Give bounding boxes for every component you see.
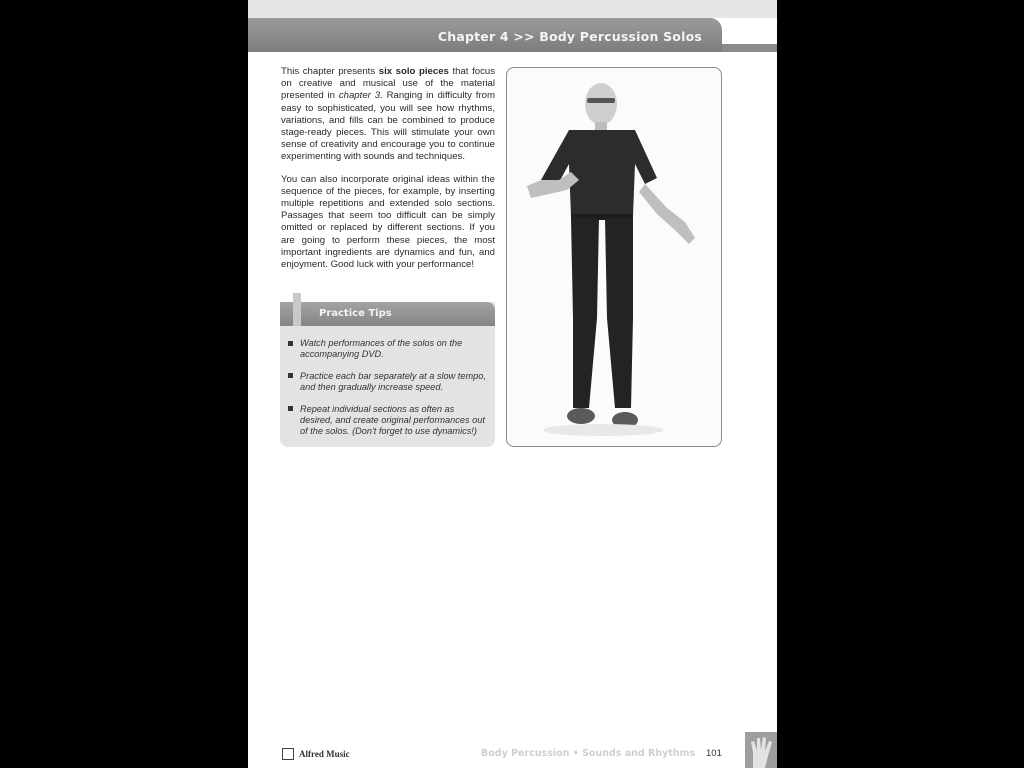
page-number: 101 bbox=[706, 748, 722, 759]
hand-icon bbox=[745, 732, 777, 768]
top-strip bbox=[248, 0, 777, 18]
practice-tips-list bbox=[288, 338, 488, 448]
intro-paragraph-1: This chapter presents six solo pieces that focus on creative and musical use of the material presented in chapter 3. Ranging in difficulty from easy to sophisticated, you will see how rhythms, variations, and fills can be combined to produce stage-ready pieces. This will stimulate your own sense of creativity and encourage you to continue experimenting with sounds and techniques. bbox=[281, 66, 496, 163]
square-bullet-icon bbox=[288, 341, 293, 346]
chapter-header bbox=[248, 18, 722, 52]
chapter-header-extension bbox=[722, 44, 777, 52]
performer-illustration bbox=[507, 68, 721, 446]
intro-paragraph-2: You can also incorporate original ideas within the sequence of the pieces, for example, by inserting multiple repetitions and extended solo sections. Passages that seem too difficult can be simply omitted or replaced by different sections. If you are going to perform these pieces, the most important ingredients are dynamics and fun, and enjoyment. Good luck with your performance! bbox=[281, 173, 495, 271]
intro-text bbox=[281, 66, 495, 281]
list-item: Practice each bar separately at a slow tempo, and then gradually increase speed. bbox=[288, 371, 488, 394]
chapter-title: Chapter 4 >> Body Percussion Solos bbox=[437, 29, 702, 44]
performer-photo bbox=[506, 67, 722, 447]
tips-tab-marker bbox=[293, 293, 301, 326]
list-item: Watch performances of the solos on the accompanying DVD. bbox=[288, 338, 488, 361]
list-item: Repeat individual sections as often as desired, and create original performances out of the solos. (Don't forget to use dynamics!) bbox=[288, 404, 488, 438]
practice-tips-box bbox=[280, 302, 495, 447]
publisher-logo-icon bbox=[282, 748, 294, 760]
square-bullet-icon bbox=[288, 373, 293, 378]
square-bullet-icon bbox=[288, 406, 293, 411]
practice-tips-title: Practice Tips bbox=[319, 308, 392, 319]
practice-tips-header bbox=[280, 302, 495, 326]
book-page bbox=[248, 0, 777, 768]
footer-book-title: Body Percussion • Sounds and Rhythms bbox=[481, 748, 696, 759]
publisher-logo: Alfred Music bbox=[282, 746, 350, 762]
